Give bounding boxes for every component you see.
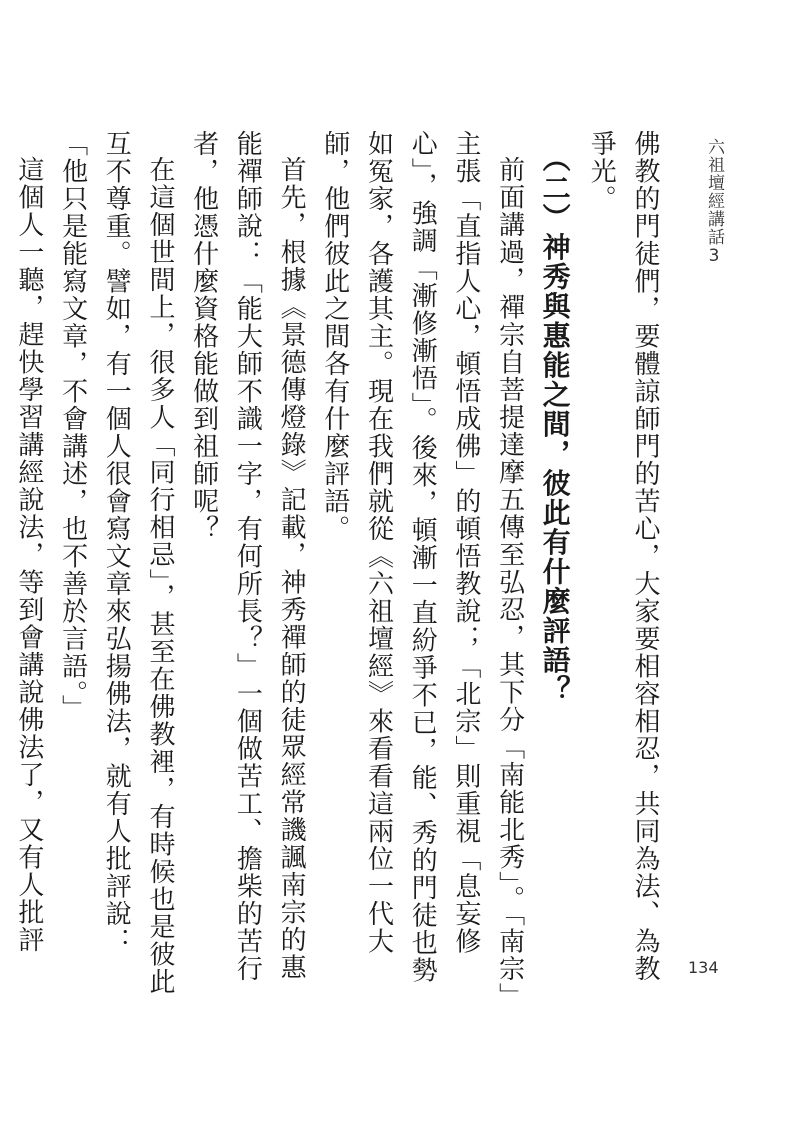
page-number: 134 [688, 958, 719, 977]
book-title: 六祖壇經講話 [704, 138, 724, 246]
paragraph: 前面講過，禪宗自菩提達摩五傳至弘忍，其下分「南能北秀」。「南宗」主張「直指人心，頓悟成佛」的頓悟教說；「北宗」則重視「息妄修心」，強調「漸修漸悟」。後來，頓漸一直紛爭不已，能、秀的門徒也勢如冤家，各護其主。現在我們就從《六祖壇經》來看看這兩位一代大師，他們彼此之間各有什麼評語。 [319, 130, 525, 997]
volume-number: 3 [704, 246, 724, 267]
paragraph: 這個人一聽，趕快學習講經說法，等到會講說佛法了，又有人批評 [13, 156, 44, 954]
paragraph: 在這個世間上，很多人「同行相忌」，甚至在佛教裡，有時候也是彼此互不尊重。譬如，有一個人很會寫文章來弘揚佛法，就有人批評說：「他只是能寫文章，不會講述，也不善於言語。」 [57, 130, 175, 996]
paragraph: 首先，根據《景德傳燈錄》記載，神秀禪師的徒眾經常譏諷南宗的惠能禪師說：「能大師不識一字，有何所長？」一個做苦工、擔柴的苦行者，他憑什麼資格能做到祖師呢？ [188, 130, 307, 983]
running-head [693, 138, 727, 267]
section-heading: （二）神秀與惠能之間，彼此有什麼評語？ [538, 144, 572, 705]
main-text [0, 130, 666, 1000]
paragraph: 佛教的門徒們，要體諒師門的苦心，大家要相容相忍，共同為法、為教爭光。 [586, 130, 660, 983]
